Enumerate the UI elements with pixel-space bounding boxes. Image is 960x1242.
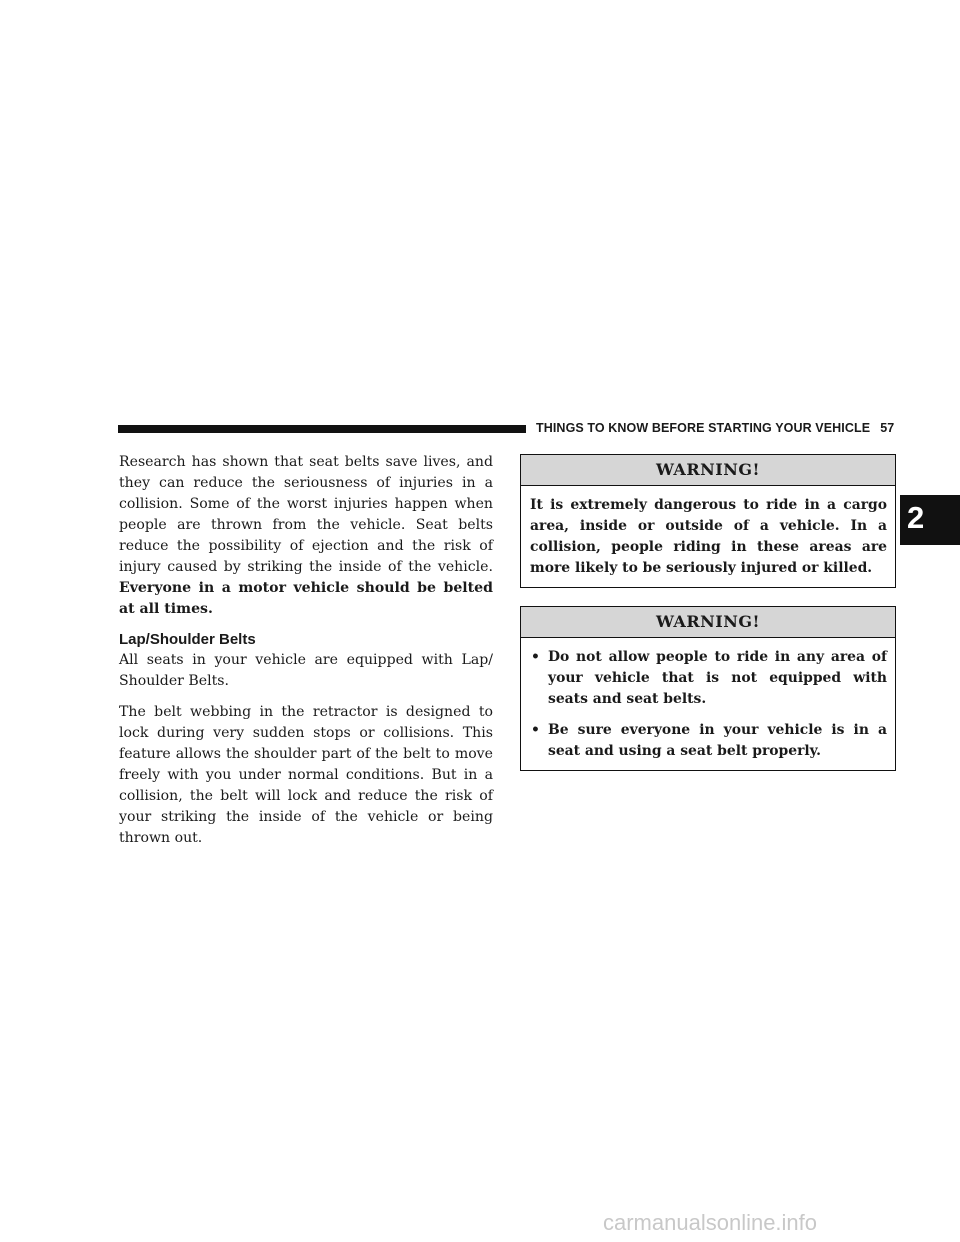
section-heading: Lap/Shoulder Belts — [119, 631, 256, 648]
header-rule — [118, 425, 526, 433]
warning-list — [521, 638, 895, 770]
paragraph-retractor: The belt webbing in the retractor is designed to lock during very sudden stops or collisions. This feature allows the shoulder part of the belt to move freely with you under normal conditions. But in a collision, the belt will lock and reduce the risk of your striking the inside of the vehicle or being thrown out. — [119, 704, 493, 846]
page-number: 57 — [880, 421, 895, 435]
left-column — [119, 452, 493, 859]
header-title: THINGS TO KNOW BEFORE STARTING YOUR VEHICLE — [536, 421, 871, 435]
intro-paragraph — [119, 452, 493, 620]
warning-list-item — [530, 720, 887, 762]
warning-item-text: Do not allow people to ride in any area of your vehicle that is not equipped with seats and seat belts. — [548, 649, 887, 707]
watermark: carmanualsonline.info — [603, 1210, 818, 1235]
warning-item-text: Be sure everyone in your vehicle is in a seat and using a seat belt properly. — [548, 722, 887, 759]
warning-title: WARNING! — [521, 607, 895, 638]
intro-text: Research has shown that seat belts save lives, and they can reduce the seriousness of injuries in a collision. Some of the worst injuries happen when people are thrown from the vehicle. Seat belts reduce the possibility of ejection and the risk of injury caused by striking the inside of the vehicle. — [119, 454, 493, 575]
intro-bold-text: Everyone in a motor vehicle should be belted at all times. — [119, 580, 493, 617]
running-header — [536, 421, 894, 435]
warning-list-item — [530, 647, 887, 710]
warning-title: WARNING! — [521, 455, 895, 486]
warning-box-cargo — [520, 454, 896, 588]
chapter-number: 2 — [907, 500, 925, 535]
bullet-icon: • — [531, 649, 540, 665]
warning-text: It is extremely dangerous to ride in a cargo area, inside or outside of a vehicle. In a collision, people riding in these areas are more likely to be seriously injured or killed. — [530, 497, 887, 576]
paragraph-lap-shoulder: All seats in your vehicle are equipped with Lap/ Shoulder Belts. — [119, 652, 493, 689]
warning-box-seats — [520, 606, 896, 771]
bullet-icon: • — [531, 722, 540, 738]
